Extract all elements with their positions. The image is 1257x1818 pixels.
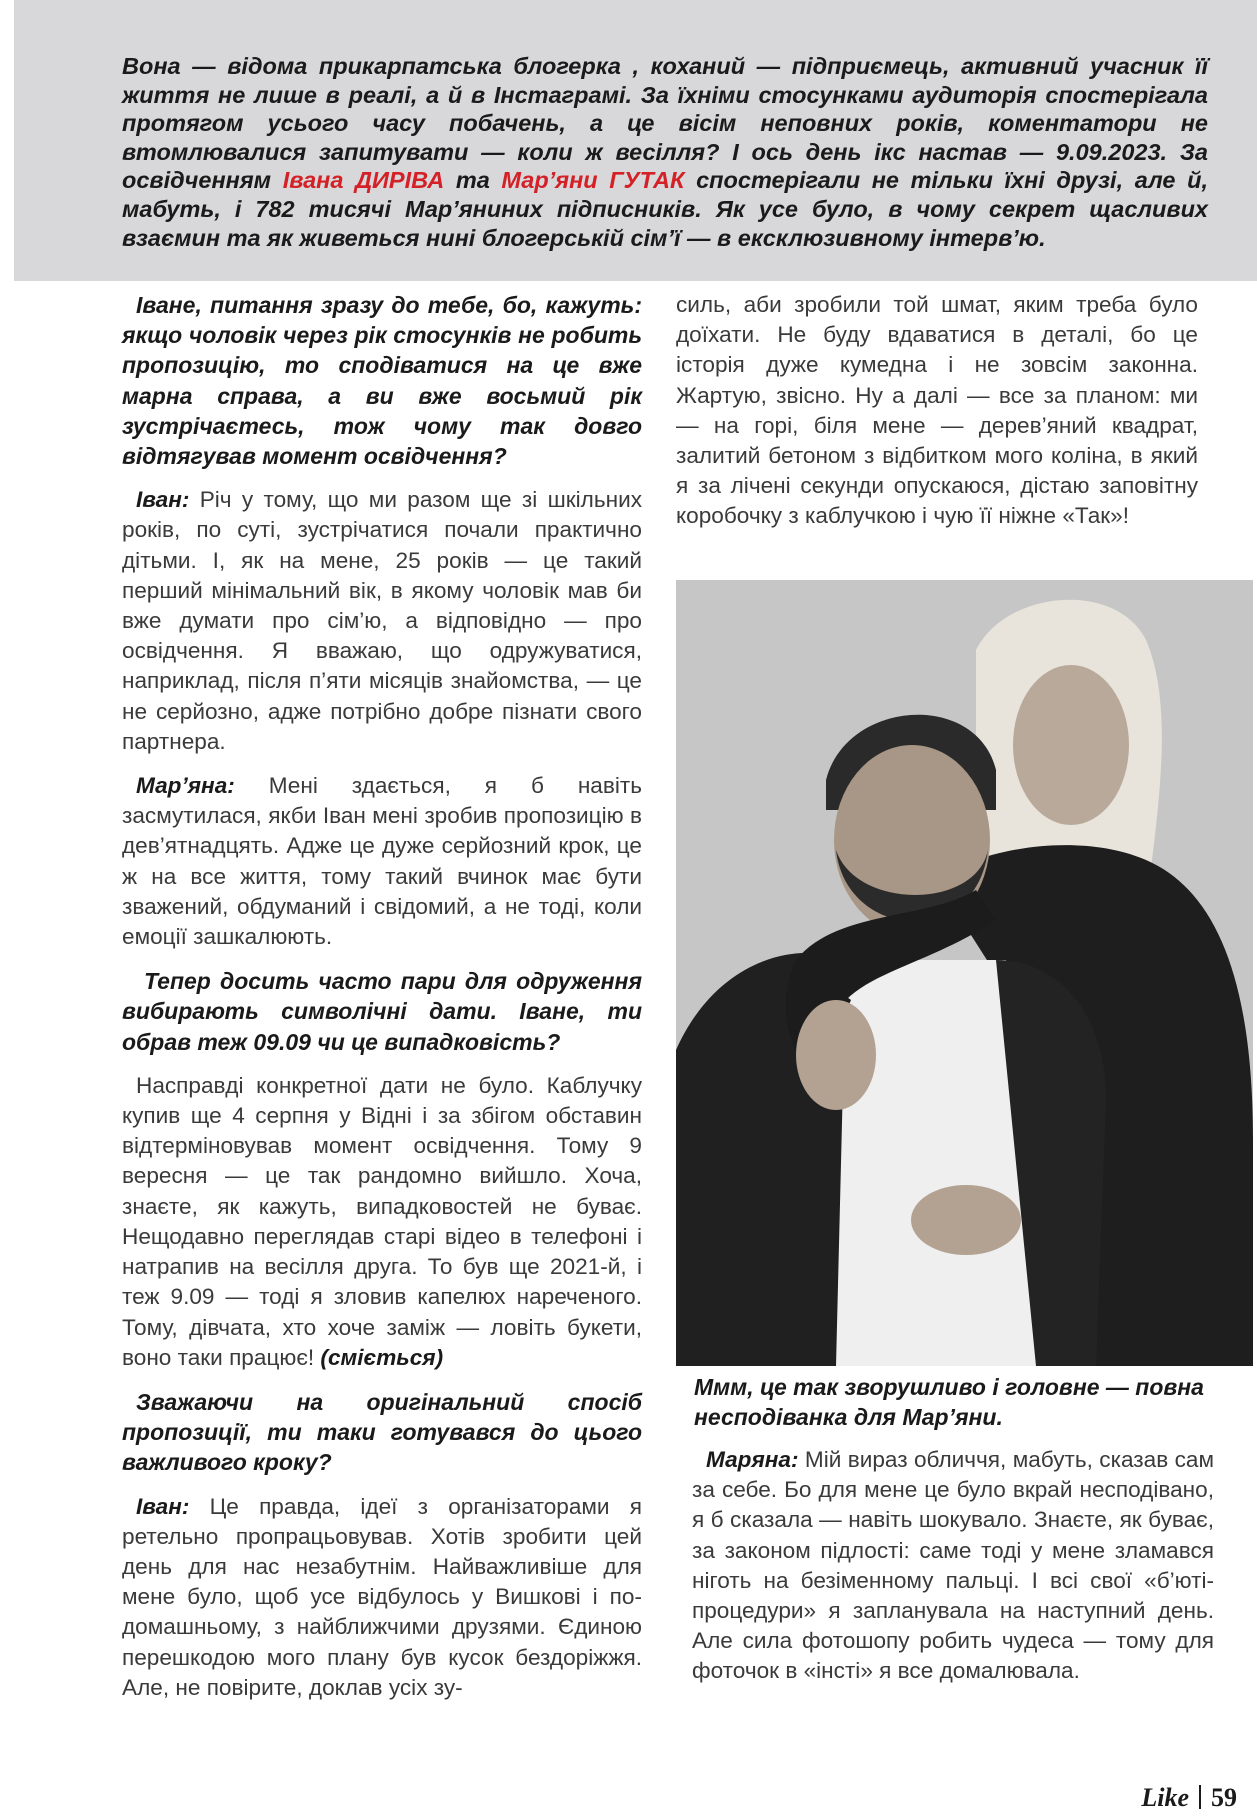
question-3: Зважаючи на оригінальний спосіб пропозиції, ти таки готувався до цього важливого кроку?: [122, 1388, 642, 1476]
left-column: [122, 290, 642, 1703]
magazine-name: Like: [1141, 1783, 1189, 1812]
question-2: Тепер досить часто пари для одруження вибирають символічні дати. Іване, ти обрав теж 09.09 чи це випадковість?: [122, 968, 642, 1055]
answer-5-text: Мій вираз обличчя, мабуть, сказав сам за себе. Бо для мене це було вкрай несподівано, я б сказала — навіть шокувало. Знаєте, як буває, за законом підлості: саме тоді у мене зламався ніготь на безіменному пальці. І всі свої «б’юті-процедури» я запланувала на наступний день. Але сила фотошопу робить чудеса — тому для фоточок в «інсті» я все домалювала.: [692, 1447, 1214, 1684]
page-footer: [1141, 1783, 1237, 1813]
answer-4-text: Це правда, ідеї з організаторами я ретельно пропрацьовував. Хотів зробити цей день для нас незабутнім. Найважливіше для мене було, щоб усе відбулось у Вишкові і по-домашньому, з найближчими друзями. Єдиною перешкодою мого плану був кусок бездоріжжя. Але, не повірите, доклав усіх зу-: [122, 1493, 642, 1700]
lead-part2: та: [444, 167, 502, 194]
right-column-top: [676, 290, 1198, 532]
footer-divider: [1199, 1785, 1201, 1809]
lead-name-ivan: Івана ДИРІВА: [282, 167, 445, 194]
right-column-bottom: [692, 1445, 1214, 1687]
speaker-ivan: Іван:: [136, 487, 190, 513]
speaker-maryana-2: Маряна:: [706, 1447, 799, 1472]
page-number: 59: [1211, 1783, 1237, 1812]
question-1: Іване, питання зразу до тебе, бо, кажуть: якщо чоловік через рік стосунків не робить пропозицію, то сподіватися на це вже марна справа, а ви вже восьмий рік зустрічаєтесь, тож чому так довго відтягував момент освідчення?: [122, 292, 642, 470]
lead-part3: спостерігали не тільки їхні друзі, але й, мабуть, і 782 тисячі Мар’яниних підписників. Як усе було, в чому секрет щасливих взаємин та як живеться нині блогерській сім’ї — в ексклюзивному інтерв’ю.: [122, 167, 1208, 251]
couple-photo-illustration: [676, 580, 1253, 1366]
couple-photo: [676, 580, 1253, 1366]
answer-3-note: (сміється): [320, 1344, 444, 1370]
lead-paragraph: [122, 52, 1208, 252]
speaker-ivan-2: Іван:: [136, 1493, 190, 1519]
answer-4: [122, 1492, 642, 1703]
answer-1: [122, 485, 642, 757]
lead-part1: Вона — відома прикарпатська блогерка , коханий — підприємець, активний учасник її життя не лише в реалі, а й в Інстаграмі. За їхніми стосунками аудиторія спостерігала протягом усього часу побачень, а це вісім неповних років, коментатори не втомлювалися запитувати — коли ж весілля? І ось день ікс настав — 9.09.2023. За освідченням: [122, 53, 1208, 194]
photo-caption: Ммм, це так зворушливо і головне — повна несподіванка для Мар’яни.: [694, 1374, 1204, 1430]
answer-5: [692, 1445, 1214, 1687]
answer-2: [122, 771, 642, 952]
answer-2-text: Мені здається, я б навіть засмутилася, якби Іван мені зробив пропозицію в дев’ятнадцять. Адже це дуже серйозний крок, це ж на все життя, тому такий вчинок має бути зважений, обдуманий і свідомий, а не тоді, коли емоції зашкалюють.: [122, 773, 642, 950]
answer-1-text: Річ у тому, що ми разом ще зі шкільних років, по суті, зустрічатися почали практично дітьми. І, як на мене, 25 років — це такий перший мінімальний вік, в якому чоловік мав би вже думати про сім’ю, а відповідно — про освідчення. Я вважаю, що одружуватися, наприклад, після п’яти місяців знайомства, — це не серйозно, адже потрібно добре пізнати свого партнера.: [122, 487, 642, 754]
continuation-text: силь, аби зробили той шмат, яким треба було доїхати. Не буду вдаватися в деталі, бо це історія дуже кумедна і не зовсім законна. Жартую, звісно. Ну а далі — все за планом: ми — на горі, біля мене — дерев’яний квадрат, залитий бетоном з відбитком мого коліна, в який я за лічені секунди опускаюся, дістаю заповітну коробочку з каблучкою і чую її ніжне «Так»!: [676, 292, 1198, 529]
answer-3: [122, 1071, 642, 1373]
speaker-maryana: Мар’яна:: [136, 773, 235, 799]
lead-name-maryana: Мар’яни ГУТАК: [501, 167, 685, 194]
answer-3-text: Насправді конкретної дати не було. Каблучку купив ще 4 серпня у Відні і за збігом обставин відтерміновував момент освідчення. Тому 9 вересня — це так рандомно вийшло. Хоча, знаєте, як кажуть, випадковостей не буває. Нещодавно переглядав старі відео в телефоні і натрапив на весілля друга. То був ще 2021-й, і теж 9.09 — тоді я зловив капелюх нареченого. Тому, дівчата, хто хоче заміж — ловіть букети, воно таки працює!: [122, 1072, 642, 1370]
